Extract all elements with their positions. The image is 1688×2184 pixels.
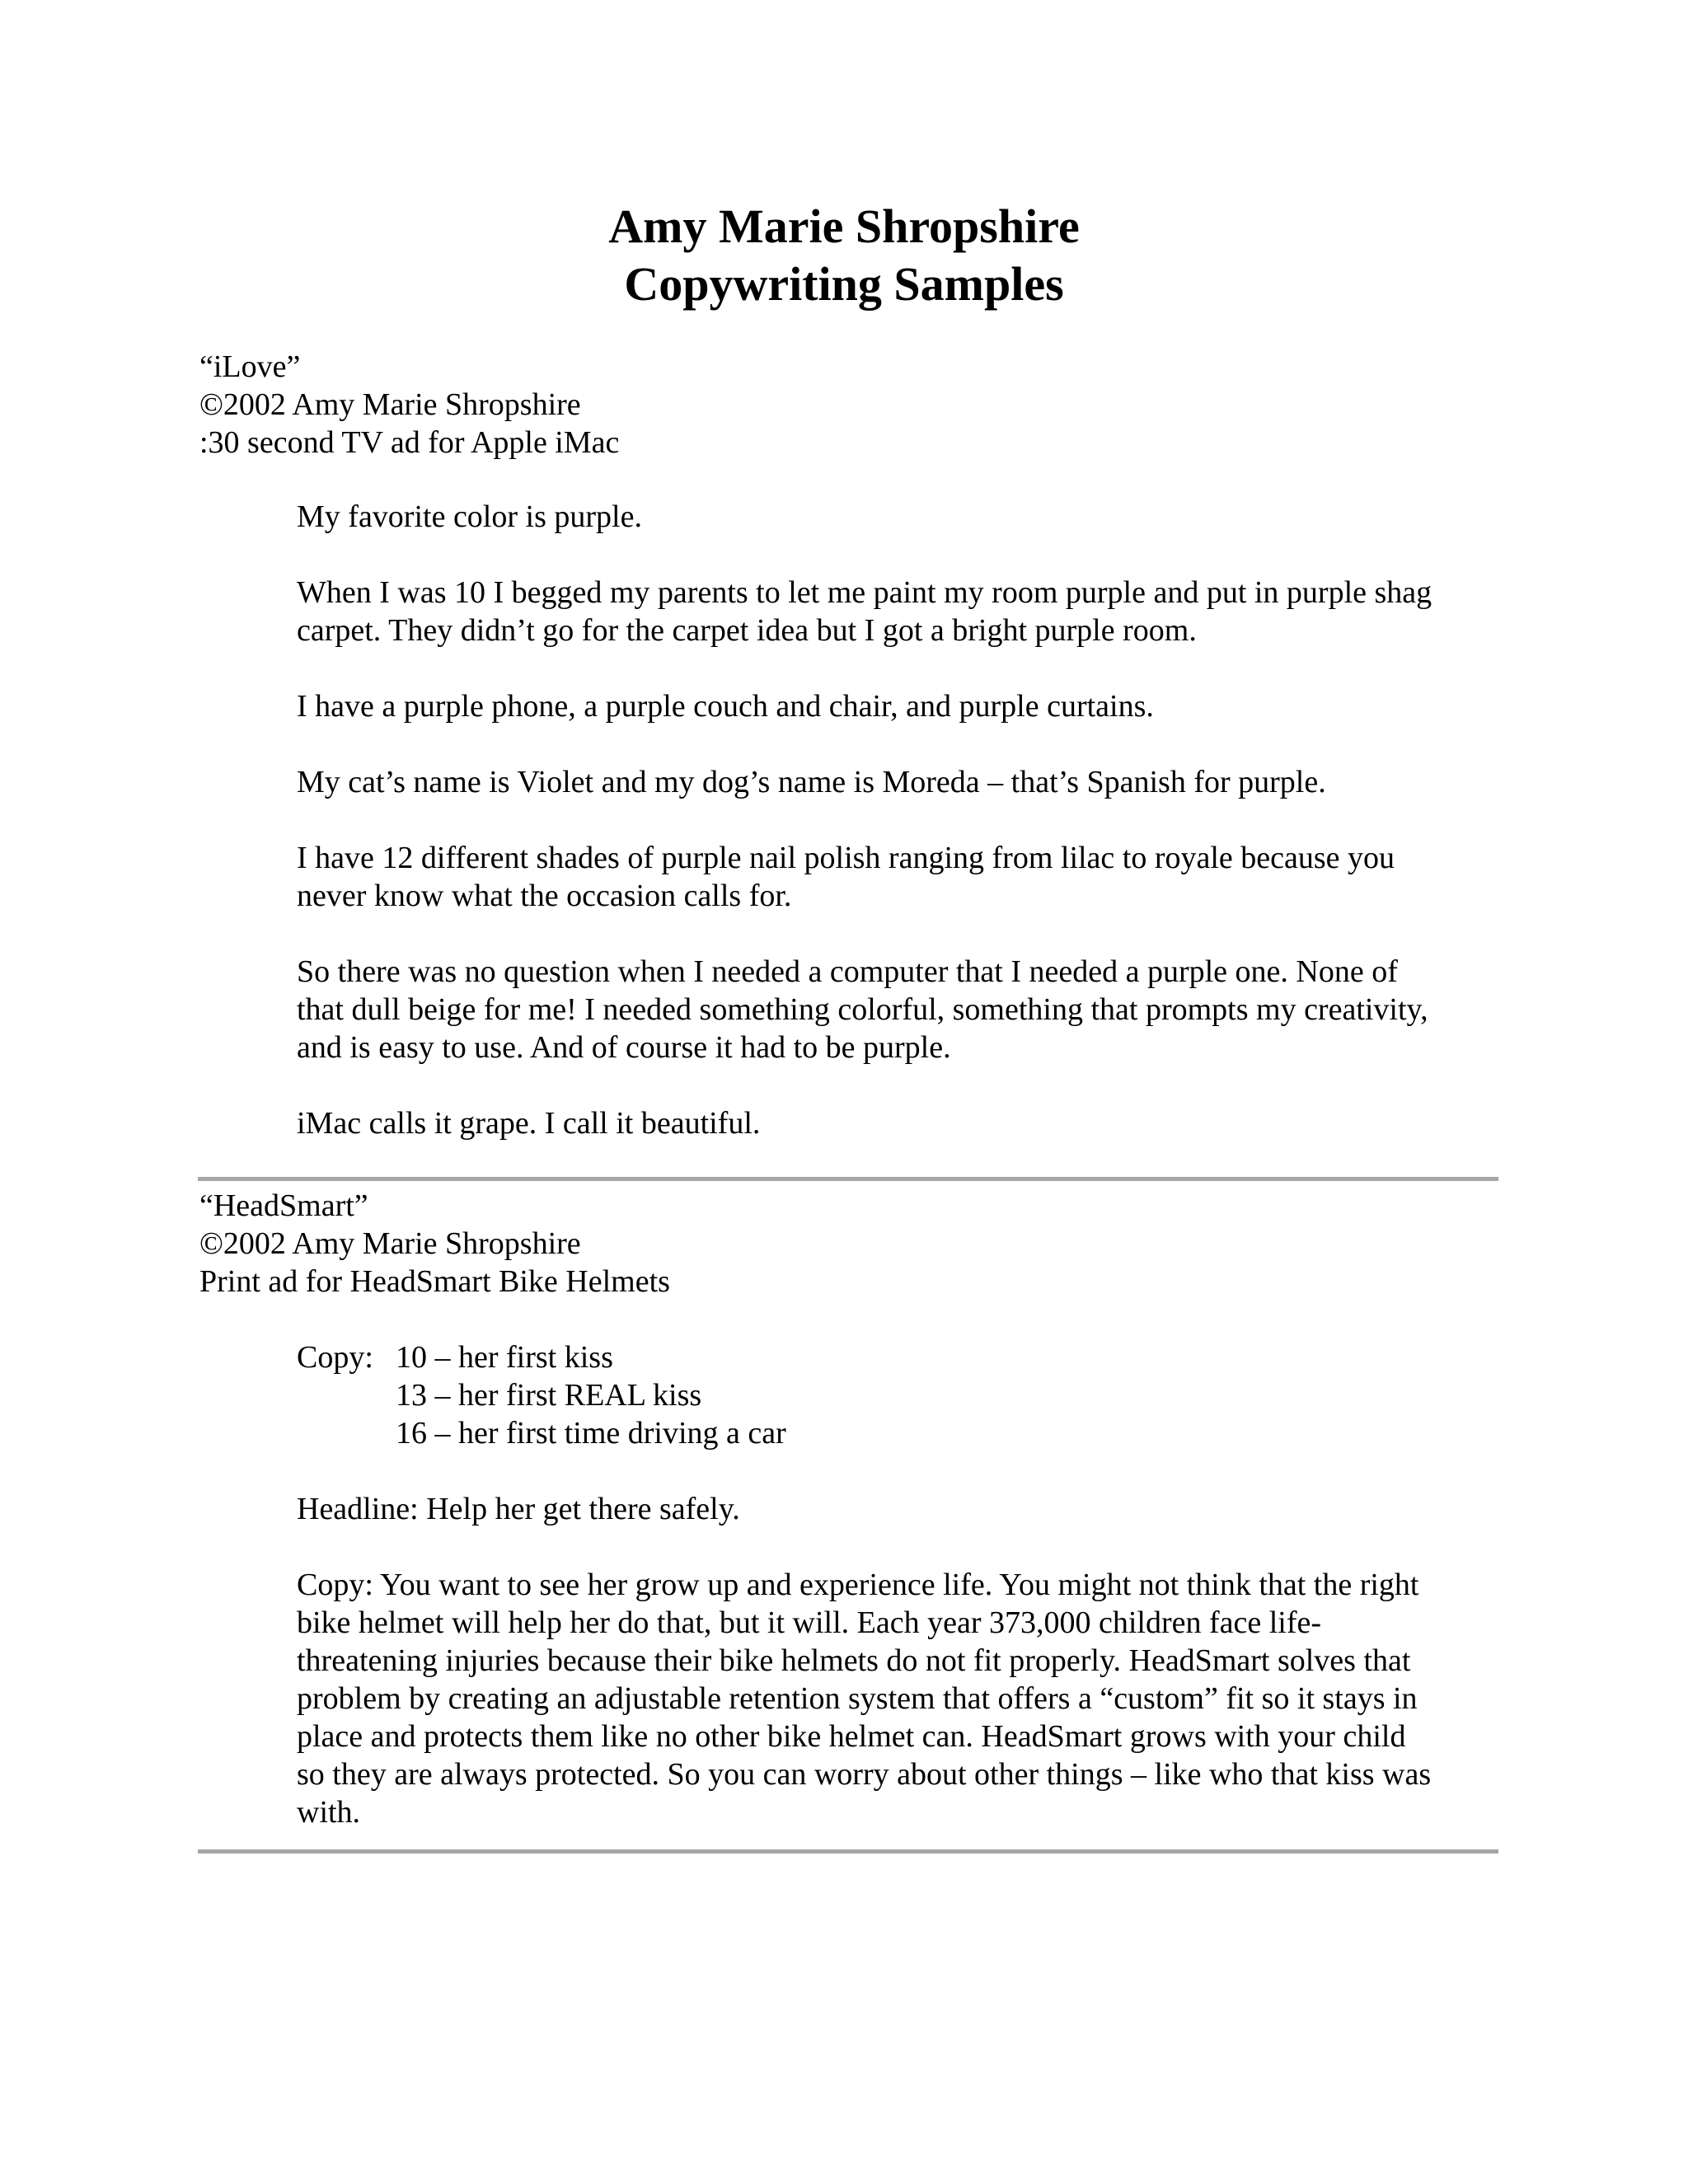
paragraph-line: My favorite color is purple. (297, 499, 642, 534)
sample1-paragraph (297, 763, 1500, 801)
paragraph-line: Copy: You want to see her grow up and experience life. You might not think that the right (297, 1568, 1419, 1602)
sample2-medium: Print ad for HeadSmart Bike Helmets (199, 1264, 670, 1299)
sample1-paragraph (297, 953, 1500, 1066)
paragraph-line: place and protects them like no other bike helmet can. HeadSmart grows with your child (297, 1719, 1406, 1754)
sample1-paragraph (297, 687, 1500, 725)
paragraph-line: When I was 10 I begged my parents to let me paint my room purple and put in purple shag (297, 575, 1432, 610)
paragraph-line: that dull beige for me! I needed something colorful, something that prompts my creativity, (297, 992, 1428, 1027)
paragraph-line: bike helmet will help her do that, but it will. Each year 373,000 children face life- (297, 1605, 1322, 1640)
section-divider (198, 1849, 1498, 1854)
sample1-paragraph (297, 574, 1500, 649)
paragraph-line: with. (297, 1795, 361, 1830)
paragraph-line: I have 12 different shades of purple nail polish ranging from lilac to royale because you (297, 841, 1395, 875)
copy-item: 13 – her first REAL kiss (396, 1378, 702, 1413)
paragraph-line: I have a purple phone, a purple couch and chair, and purple curtains. (297, 689, 1154, 724)
paragraph-line: carpet. They didn’t go for the carpet idea but I got a bright purple room. (297, 613, 1197, 648)
paragraph-line: and is easy to use. And of course it had to be purple. (297, 1030, 951, 1065)
paragraph-line: My cat’s name is Violet and my dog’s name is Moreda – that’s Spanish for purple. (297, 765, 1326, 799)
sample2-name: “HeadSmart” (199, 1188, 368, 1223)
sample1-paragraph (297, 1104, 1500, 1142)
page-title-subtitle: Copywriting Samples (624, 257, 1064, 311)
paragraph-line: problem by creating an adjustable retention system that offers a “custom” fit so it stays in (297, 1681, 1418, 1716)
sample2-copyright: ©2002 Amy Marie Shropshire (199, 1226, 581, 1261)
page-title-name: Amy Marie Shropshire (608, 199, 1080, 253)
paragraph-line: So there was no question when I needed a computer that I needed a purple one. None of (297, 954, 1398, 989)
sample1-paragraph (297, 498, 1500, 536)
copy-item: 10 – her first kiss (396, 1340, 613, 1375)
sample2-body-copy (297, 1566, 1500, 1831)
sample1-name: “iLove” (199, 349, 301, 384)
sample2-headline (297, 1490, 1500, 1528)
sample1-paragraph (297, 839, 1500, 915)
section-divider (198, 1177, 1498, 1181)
copy-label: Copy: (297, 1340, 373, 1375)
paragraph-line: never know what the occasion calls for. (297, 879, 792, 913)
sample1-copyright: ©2002 Amy Marie Shropshire (199, 387, 581, 422)
paragraph-line: iMac calls it grape. I call it beautiful. (297, 1106, 761, 1141)
copy-item: 16 – her first time driving a car (396, 1416, 786, 1451)
sample1-medium: :30 second TV ad for Apple iMac (199, 425, 620, 460)
paragraph-line: so they are always protected. So you can worry about other things – like who that kiss was (297, 1757, 1432, 1792)
paragraph-line: threatening injuries because their bike helmets do not fit properly. HeadSmart solves that (297, 1643, 1411, 1678)
headline-text: Headline: Help her get there safely. (297, 1492, 740, 1526)
